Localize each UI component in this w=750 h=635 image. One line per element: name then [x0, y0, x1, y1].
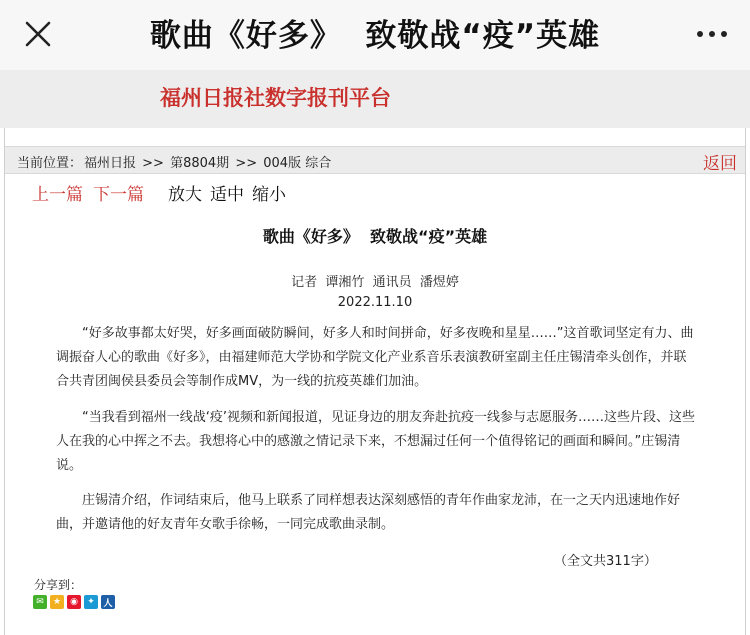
back-link[interactable]: 返回 [703, 154, 737, 174]
renren-icon[interactable]: 人 [101, 595, 115, 609]
share-label: 分享到： [34, 578, 83, 592]
breadcrumb-page-link[interactable]: 004版 综合 [263, 156, 332, 171]
article-date: 2022.11.10 [337, 295, 413, 310]
breadcrumb [17, 152, 333, 171]
breadcrumb-prefix: 当前位置： [17, 156, 83, 171]
site-banner [0, 70, 750, 128]
app-bar [0, 0, 750, 70]
breadcrumb-separator: >> [231, 156, 262, 171]
breadcrumb-issue-link[interactable]: 第8804期 [170, 156, 230, 171]
window-title: 歌曲《好多》 致敬战“疫”英雄 [149, 18, 601, 54]
more-dots-icon [721, 31, 727, 37]
tencent-weibo-icon[interactable]: ✦ [84, 595, 98, 609]
zoom-out-link[interactable]: 缩小 [252, 185, 286, 205]
article-toolbar [32, 180, 294, 205]
wechat-icon[interactable]: ✉ [33, 595, 47, 609]
article-paragraph: “当我看到福州一线战‘疫’视频和新闻报道，见证身边的朋友奔赴抗疫一线参与志愿服务……这些片段、这些人在我的心中挥之不去。我想将心中的感激之情记录下来，不想漏过任何一个值得铭记的画面和瞬间。”庄锡清说。 [56, 410, 696, 473]
article-byline: 记者 谭湘竹 通讯员 潘煜婷 [291, 275, 459, 290]
breadcrumb-paper-link[interactable]: 福州日报 [84, 156, 137, 171]
more-options-button[interactable] [692, 22, 732, 46]
breadcrumb-bar [5, 146, 745, 174]
qzone-icon[interactable]: ★ [50, 595, 64, 609]
next-article-link[interactable]: 下一篇 [93, 185, 144, 205]
toolbar-spacer [154, 180, 168, 202]
article-paragraph: 庄锡清介绍，作词结束后，他马上联系了同样想表达深刻感悟的青年作曲家龙沛，在一之天内迅速地作好曲，并邀请他的好友青年女歌手徐畅，一同完成歌曲录制。 [56, 493, 681, 532]
zoom-fit-link[interactable]: 适中 [210, 185, 244, 205]
word-count: （全文共311字） [554, 554, 657, 569]
article-paragraph: “好多故事都太好哭，好多画面破防瞬间，好多人和时间拼命，好多夜晚和星星……”这首歌词坚定有力、曲调振奋人心的歌曲《好多》，由福建师范大学协和学院文化产业系音乐表演教研室副主任庄锡清牵头创作，并联合共青团闽侯县委员会等制作成MV，为一线的抗疫英雄们加油。 [56, 326, 694, 389]
article-title: 歌曲《好多》 致敬战“疫”英雄 [262, 227, 488, 246]
prev-article-link[interactable]: 上一篇 [32, 185, 83, 205]
weibo-icon[interactable]: ◉ [67, 595, 81, 609]
more-dots-icon [709, 31, 715, 37]
breadcrumb-separator: >> [138, 156, 169, 171]
more-dots-icon [697, 31, 703, 37]
site-title: 福州日报社数字报刊平台 [160, 86, 391, 110]
zoom-in-link[interactable]: 放大 [168, 185, 202, 205]
share-icons [33, 595, 115, 609]
